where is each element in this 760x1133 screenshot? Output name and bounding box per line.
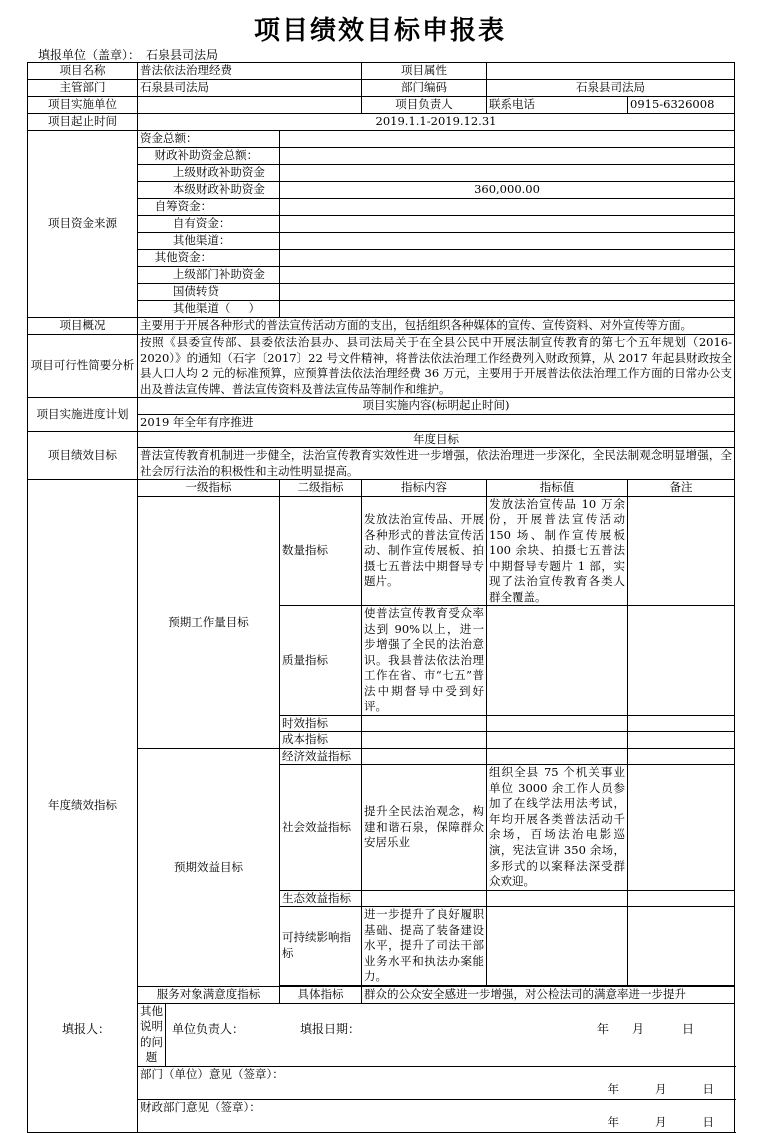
satisfaction-indicator: 具体指标	[280, 986, 362, 1003]
social-remark	[628, 765, 735, 890]
funding-item-label: 其他资金：	[138, 250, 280, 267]
footer-month: 月	[632, 1022, 645, 1036]
group-benefit: 预期效益目标	[138, 748, 280, 986]
cost-remark	[628, 732, 735, 749]
impl-unit-value	[138, 97, 362, 114]
satisfaction-label: 服务对象满意度指标	[138, 986, 280, 1003]
economic-remark	[628, 748, 735, 765]
finance-opinion-date	[140, 1115, 732, 1131]
funding-item-value	[280, 284, 735, 301]
header-value: 指标值	[487, 480, 628, 497]
funding-item-label: 资金总额：	[138, 131, 280, 148]
group-workload: 预期工作量目标	[138, 496, 280, 748]
project-attr-label: 项目属性	[362, 63, 487, 80]
funding-item-value	[280, 250, 735, 267]
target-text: 普法宣传教育机制进一步健全，法治宣传教育实效性进一步增强，依法治理进一步深化，全民法制观念明显增强，全社会厉行法治的积极性和主动性明显提高。	[138, 448, 735, 480]
overview-label: 项目概况	[28, 318, 138, 335]
funding-item-value	[280, 165, 735, 182]
funding-item-value	[280, 199, 735, 216]
footer-unit-leader: 单位负责人：	[172, 1022, 245, 1036]
quality-content: 使普法宣传教育受众率达到 90%以上，进一步增强了全民的法治意识。我县普法依法治理工作在省、市“七五”普法中期督导中受到好评。	[362, 606, 487, 716]
date-month: 月	[655, 1082, 667, 1097]
ecological-content	[362, 890, 487, 907]
funding-item-label: 上级财政补助资金	[138, 165, 280, 182]
dept-code-label: 部门编码	[362, 80, 487, 97]
funding-item-value: 360,000.00	[280, 182, 735, 199]
funding-item-value	[280, 301, 735, 318]
economic-value	[487, 748, 628, 765]
performance-target-table	[27, 62, 735, 1133]
date-year: 年	[607, 1115, 620, 1130]
footer-day: 日	[682, 1022, 695, 1036]
contact-label: 联系电话	[487, 97, 628, 114]
other-notes-label: 其他说明的问题	[138, 1003, 166, 1066]
footer-fill-date: 填报日期：	[300, 1022, 361, 1036]
quantity-value: 发放法治宣传品 10 万余份，开展普法宣传活动 150 场、制作宣传展板 100 余块、拍摄七五普法中期督导专题片 1 部，实现了法治宣传教育各类人群全覆盖。	[487, 496, 628, 606]
project-attr-value	[487, 63, 735, 80]
timeliness-value	[487, 715, 628, 732]
funding-item-label: 本级财政补助资金	[138, 182, 280, 199]
satisfaction-content: 群众的公众安全感进一步增强，对公检法司的满意率进一步提升	[362, 986, 735, 1003]
date-day: 日	[702, 1082, 715, 1097]
finance-opinion-cell	[138, 1099, 735, 1132]
timeliness-remark	[628, 715, 735, 732]
indicators-label: 年度绩效指标	[28, 480, 138, 1133]
finance-opinion-label: 财政部门意见（签章）：	[140, 1099, 261, 1114]
dept-opinion-date	[140, 1082, 732, 1098]
ecological-indicator: 生态效益指标	[280, 890, 362, 907]
header-level2: 二级指标	[280, 480, 362, 497]
dept-value: 石泉县司法局	[138, 80, 362, 97]
funding-item-label: 上级部门补助资金	[138, 267, 280, 284]
schedule-text: 2019 年全年有序推进	[138, 414, 735, 431]
sustainable-value	[487, 907, 628, 986]
phone-value: 0915-6326008	[628, 97, 735, 114]
dept-opinion-label: 部门（单位）意见（签章）：	[140, 1066, 284, 1081]
ecological-remark	[628, 890, 735, 907]
overview-text: 主要用于开展各种形式的普法宣传活动方面的支出，包括组织各种媒体的宣传、宣传资料、对外宣传等方面。	[138, 318, 735, 335]
header-level1: 一级指标	[138, 480, 280, 497]
funding-item-value	[280, 131, 735, 148]
funding-source-label: 项目资金来源	[28, 131, 138, 318]
target-header: 年度目标	[138, 431, 735, 448]
header-remark: 备注	[628, 480, 735, 497]
funding-item-value	[280, 216, 735, 233]
sustainable-remark	[628, 907, 735, 986]
funding-item-label: 财政补助资金总额：	[138, 148, 280, 165]
other-notes-value	[166, 1003, 735, 1066]
leader-label: 项目负责人	[362, 97, 487, 114]
project-name-value: 普法依法治理经费	[138, 63, 362, 80]
cost-content	[362, 732, 487, 749]
schedule-header: 项目实施内容(标明起止时间)	[138, 398, 735, 415]
quantity-remark	[628, 496, 735, 606]
target-label: 项目绩效目标	[28, 431, 138, 480]
economic-indicator: 经济效益指标	[280, 748, 362, 765]
feasibility-label: 项目可行性简要分析	[28, 335, 138, 398]
cost-indicator: 成本指标	[280, 732, 362, 749]
quantity-indicator: 数量指标	[280, 496, 362, 606]
social-value: 组织全县 75 个机关事业单位 3000 余工作人员参加了在线学法用法考试，年均开展各类普法活动千余场，百场法治电影巡演，宪法宣讲 350 余场，多形式的以案释法深受群众欢迎。	[487, 765, 628, 890]
project-name-label: 项目名称	[28, 63, 138, 80]
quality-remark	[628, 606, 735, 716]
social-indicator: 社会效益指标	[280, 765, 362, 890]
fill-unit-value: 石泉县司法局	[146, 48, 219, 62]
footer-year: 年	[597, 1022, 610, 1036]
date-year: 年	[607, 1082, 620, 1097]
funding-item-label: 自筹资金：	[138, 199, 280, 216]
quality-value	[487, 606, 628, 716]
header-content: 指标内容	[362, 480, 487, 497]
quality-indicator: 质量指标	[280, 606, 362, 716]
ecological-value	[487, 890, 628, 907]
cost-value	[487, 732, 628, 749]
funding-item-label: 自有资金：	[138, 216, 280, 233]
footer-filler: 填报人：	[62, 1022, 111, 1036]
funding-item-label: 国债转贷	[138, 284, 280, 301]
date-month: 月	[655, 1115, 667, 1130]
dept-opinion-cell	[138, 1066, 735, 1099]
quantity-content: 发放法治宣传品、开展各种形式的普法宣传活动、制作宣传展板、拍摄七五普法中期督导专题片。	[362, 496, 487, 606]
funding-item-label: 其他渠道：	[138, 233, 280, 250]
funding-item-label: 其他渠道（ ）	[138, 301, 280, 318]
timeliness-indicator: 时效指标	[280, 715, 362, 732]
timeliness-content	[362, 715, 487, 732]
period-value: 2019.1.1-2019.12.31	[138, 114, 735, 131]
funding-item-value	[280, 267, 735, 284]
social-content: 提升全民法治观念，构建和谐石泉，保障群众安居乐业	[362, 765, 487, 890]
dept-label: 主管部门	[28, 80, 138, 97]
period-label: 项目起止时间	[28, 114, 138, 131]
fill-unit-label: 填报单位（盖章）：	[38, 48, 141, 62]
date-day: 日	[702, 1115, 715, 1130]
sustainable-indicator: 可持续影响指标	[280, 907, 362, 986]
funding-item-value	[280, 148, 735, 165]
feasibility-text: 按照《县委宣传部、县委依法治县办、县司法局关于在全县公民中开展法制宣传教育的第七个五年规划（2016-2020）》的通知（石字〔2017〕22 号文件精神，将普法依法治理工作经费列入财政预算，从 2017 年起县财政按全县人口人均 2 元的标准预算，应预算普法依法治理经费 36 万元，主要用于开展普法依法治理工作方面的日常办公支出及普法宣传牌、普法宣传资料及普法宣传品等制作和维护。	[138, 335, 735, 398]
fill-unit-line	[38, 46, 224, 63]
impl-unit-label: 项目实施单位	[28, 97, 138, 114]
dept-code-value: 石泉县司法局	[487, 80, 735, 97]
page-title: 项目绩效目标申报表	[253, 16, 506, 46]
sustainable-content: 进一步提升了良好履职基础、提高了装备建设水平，提升了司法干部业务水平和执法办案能力。	[362, 907, 487, 986]
economic-content	[362, 748, 487, 765]
funding-item-value	[280, 233, 735, 250]
schedule-label: 项目实施进度计划	[28, 398, 138, 432]
